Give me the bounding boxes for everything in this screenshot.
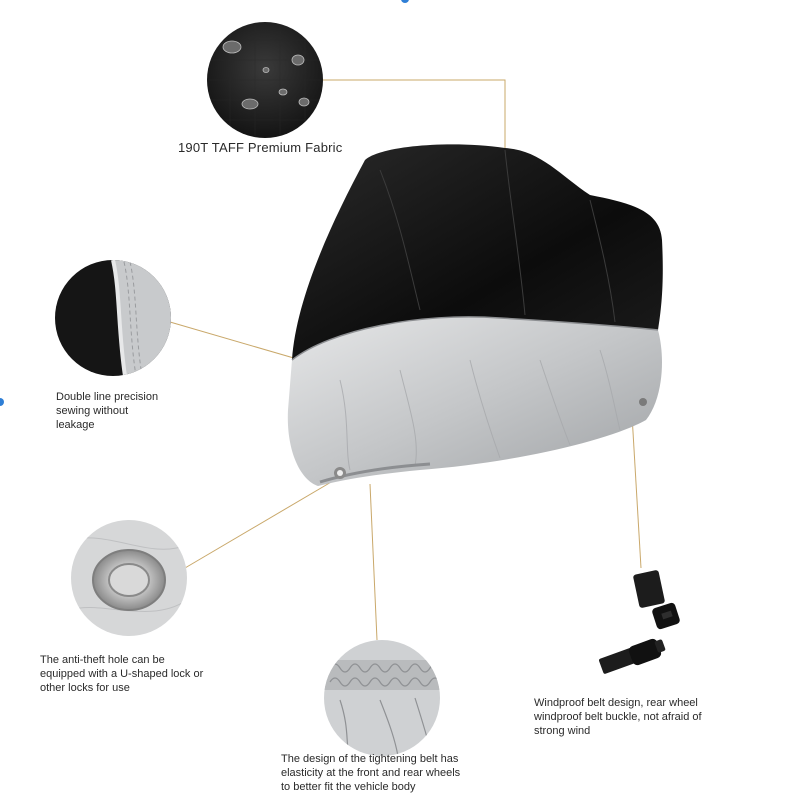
buckle-strap-icon	[598, 566, 688, 676]
water-droplets-fabric-icon	[207, 22, 323, 138]
sewing-callout: Double line precision sewing without leakage	[56, 391, 159, 431]
windproof-callout: Windproof belt design, rear wheel windproof belt buckle, not afraid of strong wind	[534, 697, 702, 737]
belt-callout: The design of the tightening belt has elasticity at the front and rear wheels to better fit the vehicle body	[281, 753, 461, 793]
seam-stitch-icon	[55, 260, 171, 376]
antitheft-callout: The anti-theft hole can be equipped with a U-shaped lock or other locks for use	[40, 654, 204, 694]
elastic-hem-icon	[324, 640, 440, 756]
grommet-ring-icon	[71, 520, 187, 636]
cover-body	[288, 144, 663, 486]
fabric-callout: 190T TAFF Premium Fabric	[178, 140, 343, 155]
